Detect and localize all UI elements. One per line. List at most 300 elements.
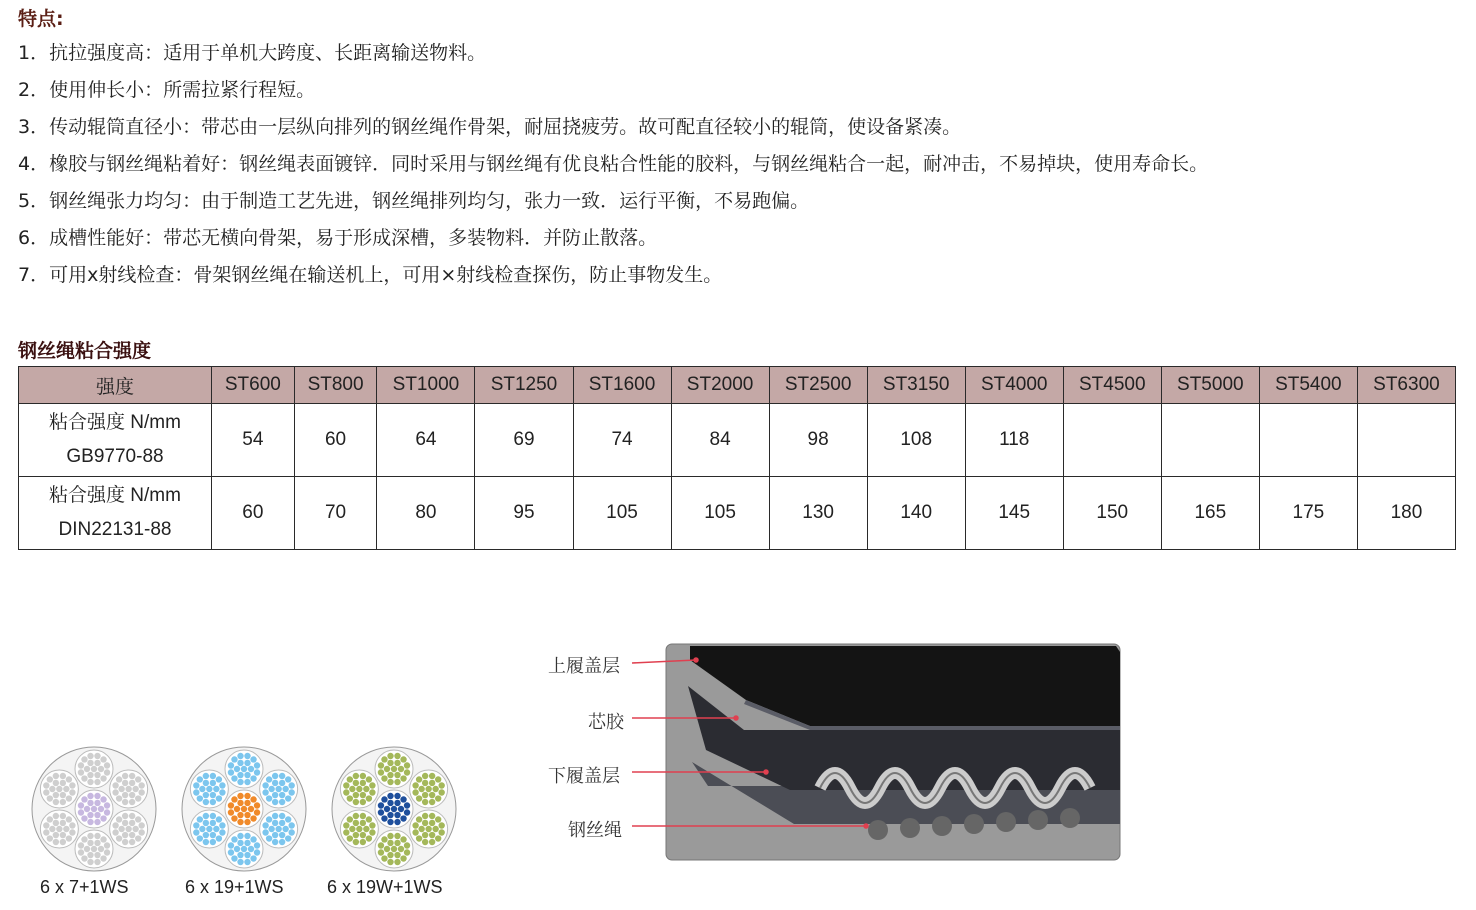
wire	[279, 792, 285, 798]
table-cell: 60	[212, 477, 295, 550]
wire	[254, 802, 260, 808]
wire	[416, 835, 422, 841]
wire	[100, 815, 106, 821]
wire	[112, 829, 118, 835]
wire	[69, 822, 75, 828]
wire	[244, 819, 250, 825]
wire	[129, 820, 135, 826]
wire	[47, 816, 53, 822]
wire	[53, 839, 59, 845]
wire	[400, 836, 406, 842]
wire	[63, 786, 69, 792]
wire	[78, 762, 84, 768]
wire	[91, 806, 97, 812]
wire	[254, 809, 260, 815]
wire	[250, 855, 256, 861]
wire	[394, 753, 400, 759]
wire	[53, 799, 59, 805]
wire	[387, 859, 393, 865]
wire	[100, 775, 106, 781]
wire	[60, 832, 66, 838]
table-cell: 108	[867, 404, 965, 477]
wire	[203, 799, 209, 805]
wire	[360, 780, 366, 786]
wire	[412, 822, 418, 828]
wire	[87, 800, 93, 806]
wire	[425, 826, 431, 832]
wire	[398, 846, 404, 852]
wire	[347, 835, 353, 841]
wire	[282, 786, 288, 792]
table-cell: 64	[377, 404, 475, 477]
wire	[272, 773, 278, 779]
wire	[422, 832, 428, 838]
feature-item: 2．使用伸长小：所需拉紧行程短。	[18, 79, 316, 101]
wire	[384, 846, 390, 852]
wire	[138, 789, 144, 795]
wire	[237, 793, 243, 799]
rope-6x19w-label: 6 x 19W+1WS	[327, 877, 443, 897]
wire	[94, 772, 100, 778]
wire	[369, 829, 375, 835]
header-st4000: ST4000	[965, 367, 1063, 404]
wire	[203, 832, 209, 838]
wire	[87, 753, 93, 759]
wire	[272, 832, 278, 838]
wire	[87, 812, 93, 818]
wire	[116, 835, 122, 841]
wire	[228, 849, 234, 855]
wire	[94, 852, 100, 858]
wire	[394, 819, 400, 825]
row-label	[19, 404, 212, 477]
wire	[279, 780, 285, 786]
wire	[262, 829, 268, 835]
wire	[378, 849, 384, 855]
wire	[237, 852, 243, 858]
wire	[422, 820, 428, 826]
wire	[272, 820, 278, 826]
header-st1600: ST1600	[573, 367, 671, 404]
wire	[104, 849, 110, 855]
wire	[87, 779, 93, 785]
wire	[56, 786, 62, 792]
wire	[275, 786, 281, 792]
wire	[100, 855, 106, 861]
wire	[84, 806, 90, 812]
wire	[366, 776, 372, 782]
wire	[384, 766, 390, 772]
wire	[279, 820, 285, 826]
wire	[87, 840, 93, 846]
wire	[129, 773, 135, 779]
table-cell: 54	[212, 404, 295, 477]
wire	[394, 760, 400, 766]
wire	[53, 780, 59, 786]
wire	[288, 782, 294, 788]
wire	[432, 786, 438, 792]
wire	[279, 773, 285, 779]
belt-cross-section-diagram	[540, 638, 1130, 866]
wire	[400, 855, 406, 861]
wire	[87, 760, 93, 766]
wire	[387, 800, 393, 806]
wire	[422, 792, 428, 798]
wire	[279, 839, 285, 845]
wire	[400, 775, 406, 781]
table-cell: 180	[1357, 477, 1455, 550]
wire	[422, 813, 428, 819]
wire	[210, 799, 216, 805]
wire	[231, 796, 237, 802]
wire	[112, 782, 118, 788]
wire	[206, 786, 212, 792]
wire	[353, 813, 359, 819]
row-label-line2: DIN22131-88	[58, 519, 172, 540]
wire	[94, 753, 100, 759]
wire	[94, 800, 100, 806]
wire	[122, 780, 128, 786]
table-cell: 105	[671, 477, 769, 550]
wire	[53, 832, 59, 838]
row-label	[19, 477, 212, 550]
wire	[360, 839, 366, 845]
wire	[228, 809, 234, 815]
rope-6x7-diagram	[30, 745, 158, 873]
wire	[210, 820, 216, 826]
wire	[60, 839, 66, 845]
wire	[104, 809, 110, 815]
rope-6x7-label: 6 x 7+1WS	[40, 877, 129, 897]
wire	[138, 782, 144, 788]
wire	[387, 812, 393, 818]
wire	[285, 776, 291, 782]
wire	[228, 769, 234, 775]
wire	[69, 782, 75, 788]
wire	[244, 793, 250, 799]
wire	[244, 753, 250, 759]
wire	[275, 826, 281, 832]
wire	[66, 795, 72, 801]
wire	[216, 835, 222, 841]
wire	[353, 820, 359, 826]
wire	[234, 846, 240, 852]
wire	[78, 802, 84, 808]
wire	[43, 789, 49, 795]
header-st2000: ST2000	[671, 367, 769, 404]
header-st6300: ST6300	[1357, 367, 1455, 404]
wire	[254, 762, 260, 768]
wire	[244, 840, 250, 846]
wire	[199, 786, 205, 792]
wire	[343, 789, 349, 795]
wire	[360, 832, 366, 838]
wire	[60, 820, 66, 826]
wire	[122, 832, 128, 838]
wire	[394, 772, 400, 778]
table-row	[19, 404, 1456, 477]
wire	[349, 826, 355, 832]
header-st1000: ST1000	[377, 367, 475, 404]
strength-table	[18, 366, 1456, 550]
wire	[429, 839, 435, 845]
wire	[237, 840, 243, 846]
wire	[60, 799, 66, 805]
wire	[435, 816, 441, 822]
wire	[285, 835, 291, 841]
wire	[47, 795, 53, 801]
wire	[122, 799, 128, 805]
wire	[84, 766, 90, 772]
header-st4500: ST4500	[1063, 367, 1161, 404]
wire	[129, 839, 135, 845]
wire	[231, 836, 237, 842]
wire	[398, 806, 404, 812]
wire	[394, 852, 400, 858]
wire	[193, 789, 199, 795]
header-st600: ST600	[212, 367, 295, 404]
wire	[234, 766, 240, 772]
wire	[219, 789, 225, 795]
wire	[288, 829, 294, 835]
wire	[81, 756, 87, 762]
table-cell	[1063, 404, 1161, 477]
wire	[87, 852, 93, 858]
wire	[343, 782, 349, 788]
wire	[213, 826, 219, 832]
wire	[381, 815, 387, 821]
wire	[378, 802, 384, 808]
wire	[197, 835, 203, 841]
wire	[203, 820, 209, 826]
wire	[244, 859, 250, 865]
table-cell: 118	[965, 404, 1063, 477]
feature-item: 7．可用x射线检查：骨架钢丝绳在输送机上，可用×射线检查探伤，防止事物发生。	[18, 264, 723, 286]
wire	[91, 766, 97, 772]
wire	[387, 753, 393, 759]
wire	[435, 835, 441, 841]
wire	[210, 792, 216, 798]
wire	[378, 769, 384, 775]
wire	[279, 813, 285, 819]
wire	[360, 792, 366, 798]
wire	[100, 756, 106, 762]
wire	[353, 780, 359, 786]
table-cell: 175	[1259, 477, 1357, 550]
steel-cord-label: 钢丝绳	[568, 820, 622, 841]
wire	[363, 786, 369, 792]
wire	[193, 822, 199, 828]
wire	[118, 786, 124, 792]
wire	[104, 802, 110, 808]
table-header-row	[19, 367, 1456, 404]
table-cell: 84	[671, 404, 769, 477]
wire	[199, 826, 205, 832]
wire	[112, 822, 118, 828]
wire	[288, 789, 294, 795]
header-st5000: ST5000	[1161, 367, 1259, 404]
wire	[87, 859, 93, 865]
wire	[219, 822, 225, 828]
wire	[404, 842, 410, 848]
wire	[60, 773, 66, 779]
wire	[416, 816, 422, 822]
wire	[87, 772, 93, 778]
wire	[197, 795, 203, 801]
wire	[369, 789, 375, 795]
wire	[125, 826, 131, 832]
wire	[122, 820, 128, 826]
wire	[244, 772, 250, 778]
wire	[381, 756, 387, 762]
wire	[349, 786, 355, 792]
wire	[425, 786, 431, 792]
wire	[353, 792, 359, 798]
wire	[285, 795, 291, 801]
header-st3150: ST3150	[867, 367, 965, 404]
wire	[404, 769, 410, 775]
wire	[87, 833, 93, 839]
wire	[203, 780, 209, 786]
row-label-line1: 粘合强度 N/mm	[49, 485, 181, 506]
wire	[400, 796, 406, 802]
wire	[116, 795, 122, 801]
wire	[422, 773, 428, 779]
wire	[135, 835, 141, 841]
wire	[244, 852, 250, 858]
wire	[203, 813, 209, 819]
wire	[129, 832, 135, 838]
wire	[353, 799, 359, 805]
wire	[213, 786, 219, 792]
table-cell: 165	[1161, 477, 1259, 550]
wire	[391, 806, 397, 812]
features-title: 特点:	[18, 8, 64, 30]
wire	[381, 836, 387, 842]
wire	[219, 782, 225, 788]
header-strength: 强度	[19, 367, 212, 404]
wire	[216, 795, 222, 801]
wire	[94, 833, 100, 839]
wire	[69, 829, 75, 835]
wire	[422, 780, 428, 786]
wire	[250, 836, 256, 842]
wire	[81, 855, 87, 861]
wire	[129, 792, 135, 798]
wire	[237, 753, 243, 759]
wire	[266, 835, 272, 841]
wire	[387, 852, 393, 858]
wire	[197, 776, 203, 782]
header-st2500: ST2500	[769, 367, 867, 404]
feature-item: 3．传动辊筒直径小：带芯由一层纵向排列的钢丝绳作骨架，耐屈挠疲劳。故可配直径较小的辊筒，使设备紧凑。	[18, 116, 962, 138]
wire	[288, 822, 294, 828]
wire	[353, 839, 359, 845]
wire	[262, 789, 268, 795]
wire	[398, 766, 404, 772]
wire	[248, 846, 254, 852]
wire	[237, 800, 243, 806]
strength-table-title: 钢丝绳粘合强度	[18, 340, 152, 362]
wire	[135, 795, 141, 801]
wire	[381, 855, 387, 861]
wire	[53, 792, 59, 798]
wire	[210, 780, 216, 786]
table-cell: 130	[769, 477, 867, 550]
table-cell	[1161, 404, 1259, 477]
wire	[47, 776, 53, 782]
wire	[78, 809, 84, 815]
table-cell: 140	[867, 477, 965, 550]
wire	[237, 812, 243, 818]
wire	[43, 782, 49, 788]
header-st5400: ST5400	[1259, 367, 1357, 404]
feature-item: 1．抗拉强度高：适用于单机大跨度、长距离输送物料。	[18, 42, 487, 64]
wire	[360, 820, 366, 826]
wire	[125, 786, 131, 792]
wire	[418, 786, 424, 792]
wire	[400, 756, 406, 762]
wire	[237, 833, 243, 839]
wire	[422, 839, 428, 845]
wire	[98, 846, 104, 852]
wire	[282, 826, 288, 832]
wire	[244, 760, 250, 766]
wire	[356, 826, 362, 832]
wire	[237, 819, 243, 825]
wire	[87, 793, 93, 799]
wire	[66, 816, 72, 822]
wire	[438, 829, 444, 835]
wire	[347, 816, 353, 822]
wire	[244, 800, 250, 806]
wire	[210, 832, 216, 838]
table-cell	[1259, 404, 1357, 477]
wire	[49, 786, 55, 792]
wire	[203, 792, 209, 798]
wire	[366, 795, 372, 801]
belt-illustration	[540, 638, 1130, 866]
wire	[63, 826, 69, 832]
wire	[418, 826, 424, 832]
wire	[404, 762, 410, 768]
wire	[394, 833, 400, 839]
wire	[429, 813, 435, 819]
wire	[81, 815, 87, 821]
wire	[94, 793, 100, 799]
wire	[250, 756, 256, 762]
wire	[122, 792, 128, 798]
wire	[112, 789, 118, 795]
wire	[394, 793, 400, 799]
wire	[400, 815, 406, 821]
wire	[250, 775, 256, 781]
wire	[266, 816, 272, 822]
wire	[387, 840, 393, 846]
wire	[429, 773, 435, 779]
wire	[104, 762, 110, 768]
wire	[279, 832, 285, 838]
wire	[231, 756, 237, 762]
wire	[429, 780, 435, 786]
top-cover-label: 上履盖层	[548, 656, 620, 677]
wire	[43, 822, 49, 828]
row-label-line1: 粘合强度 N/mm	[49, 412, 181, 433]
feature-item: 4．橡胶与钢丝绳粘着好：钢丝绳表面镀锌．同时采用与钢丝绳有优良粘合性能的胶料，与钢丝绳粘合一起，耐冲击，不易掉块，使用寿命长。	[18, 153, 1209, 175]
wire	[203, 773, 209, 779]
wire	[262, 782, 268, 788]
wire	[435, 776, 441, 782]
